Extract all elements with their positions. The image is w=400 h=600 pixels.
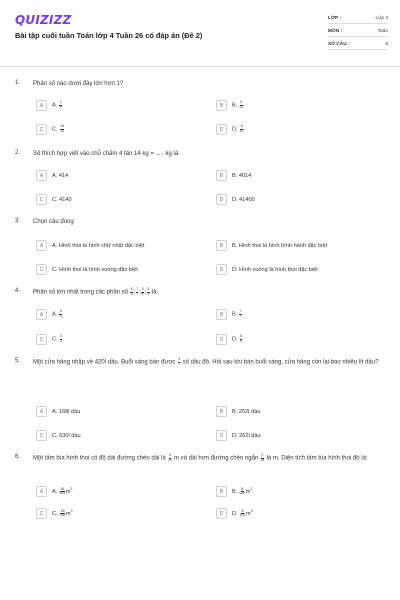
denominator: 200 — [59, 513, 66, 518]
fraction — [60, 510, 66, 518]
question-number: 4. — [15, 288, 21, 294]
option-text: B. 4014 — [232, 172, 252, 179]
option-prefix: D. — [232, 336, 240, 343]
fraction — [261, 454, 265, 462]
option-letter-box: C — [36, 264, 47, 275]
option-letter-box: D — [216, 334, 227, 345]
denominator: 2 — [60, 339, 63, 343]
answer-option-c[interactable] — [36, 334, 63, 345]
meta-row-subject — [328, 27, 388, 37]
denominator: 7 — [178, 361, 180, 366]
denominator: 25 — [260, 457, 265, 462]
question-text-part: Phân số lớn nhất trong các phân số — [33, 289, 130, 296]
option-text — [232, 125, 244, 133]
numerator: 5 — [141, 287, 144, 291]
question-text — [33, 358, 387, 368]
meta-value: Toán — [377, 29, 388, 34]
numerator: 5 — [130, 287, 133, 291]
separator: ; — [139, 289, 141, 296]
meta-key: SỐ CÂU : — [328, 42, 350, 47]
answer-option-a[interactable] — [36, 100, 63, 111]
question-number: 2. — [15, 150, 21, 156]
option-letter-box: D — [216, 508, 227, 519]
fraction — [59, 101, 62, 109]
denominator: 14 — [60, 129, 64, 133]
fraction — [59, 310, 62, 318]
answer-option-b[interactable] — [216, 100, 244, 111]
option-text — [232, 487, 252, 495]
denominator: 3 — [59, 314, 62, 318]
denominator: 19 — [239, 129, 244, 133]
option-letter-box: D — [216, 124, 227, 135]
numerator: 8 — [241, 486, 244, 491]
option-prefix: B. — [232, 102, 239, 109]
option-text: C. 630l dầu — [52, 432, 81, 439]
meta-panel — [328, 14, 388, 53]
option-letter-box: C — [36, 430, 47, 441]
numerator: 16 — [60, 486, 65, 491]
numerator: 8 — [240, 124, 243, 129]
option-letter-box: A — [36, 309, 47, 320]
option-unit-exponent: 2 — [70, 487, 73, 492]
answer-option-d[interactable] — [216, 194, 255, 205]
option-letter-box: C — [36, 124, 47, 135]
question-number: 3. — [15, 218, 21, 224]
option-text: B. 252l dầu — [232, 408, 261, 415]
answer-option-b[interactable] — [216, 240, 327, 251]
option-text: C. Hình thoi là hình vuông đặc biệt — [52, 266, 138, 273]
fraction — [60, 125, 65, 133]
option-letter-box: A — [36, 486, 47, 497]
question-text-part: là m. Diện tích tấm bìa hình thoi đó là: — [264, 455, 368, 462]
option-text: D. 262l dầu — [232, 432, 261, 439]
option-prefix: D. — [232, 511, 240, 518]
fraction — [239, 488, 245, 496]
numerator: 5 — [59, 309, 62, 314]
answer-option-a[interactable] — [36, 486, 72, 497]
fraction — [59, 488, 65, 496]
answer-option-d[interactable] — [216, 264, 318, 275]
option-text — [52, 487, 72, 495]
answer-option-d[interactable] — [216, 334, 243, 345]
numerator: 4 — [168, 453, 171, 457]
answer-option-d[interactable] — [216, 430, 261, 441]
option-letter-box: A — [36, 170, 47, 181]
option-text: A. Hình thoi là hình chữ nhật đặc biệt — [52, 242, 145, 249]
option-text — [52, 310, 63, 318]
option-unit-exponent: 2 — [70, 509, 73, 514]
option-prefix: C. — [52, 511, 60, 518]
answer-option-a[interactable] — [36, 406, 80, 417]
fraction — [60, 335, 63, 343]
option-unit: m — [246, 511, 251, 518]
option-unit: m — [65, 489, 71, 496]
denominator: 2 — [147, 291, 150, 296]
numerator: 2 — [261, 453, 264, 457]
option-text — [52, 101, 63, 109]
fraction — [141, 288, 144, 296]
option-letter-box: D — [216, 264, 227, 275]
meta-value: Lớp 4 — [375, 16, 388, 21]
answer-option-a[interactable] — [36, 309, 63, 320]
denominator: 625 — [239, 491, 246, 496]
answer-option-b[interactable] — [216, 309, 243, 320]
option-letter-box: C — [36, 194, 47, 205]
answer-option-c[interactable] — [36, 430, 81, 441]
denominator: 5 — [240, 339, 243, 343]
question-text-part: Một tấm bìa hình thoi có độ dài đường chéo dài là — [33, 455, 168, 462]
fraction — [240, 335, 243, 343]
answer-option-a[interactable] — [36, 170, 68, 181]
fraction — [239, 310, 242, 318]
question-text — [33, 288, 387, 298]
denominator: 5 — [141, 291, 144, 296]
option-letter-box: B — [216, 170, 227, 181]
option-text: B. Hình thoi là hình bình hành đặc biệt — [232, 242, 328, 249]
denominator: 7 — [136, 291, 139, 296]
numerator: 5 — [240, 100, 243, 105]
denominator: 625 — [59, 491, 66, 496]
option-unit-exponent: 2 — [250, 509, 253, 514]
option-unit: m — [245, 489, 251, 496]
option-letter-box: B — [216, 309, 227, 320]
numerator: 5 — [240, 334, 243, 339]
fraction — [178, 358, 181, 366]
answer-option-d[interactable] — [216, 124, 244, 135]
option-letter-box: D — [216, 194, 227, 205]
option-letter-box: A — [36, 240, 47, 251]
fraction — [130, 288, 133, 296]
option-text: A. 168l dầu — [52, 408, 81, 415]
numerator: 15 — [60, 124, 64, 129]
option-letter-box: B — [216, 406, 227, 417]
option-text — [232, 509, 253, 517]
numerator: 7 — [136, 287, 139, 291]
numerator: 1 — [59, 100, 62, 105]
option-unit: m — [66, 511, 71, 518]
option-prefix: B. — [232, 489, 239, 496]
question-text-part: là: — [150, 289, 159, 296]
denominator: 100 — [239, 513, 246, 518]
option-prefix: C. — [52, 126, 60, 133]
option-prefix: A. — [52, 311, 59, 318]
numerator: 16 — [60, 508, 65, 513]
numerator: 8 — [241, 508, 244, 513]
answer-option-c[interactable] — [36, 264, 138, 275]
option-prefix: D. — [232, 126, 240, 133]
numerator: 3 — [60, 334, 63, 339]
question-text — [33, 454, 387, 464]
question-number: 6. — [15, 454, 21, 460]
meta-key: MÔN : — [328, 29, 343, 34]
question-text-part: số dầu đó. Hỏi sau khi bán buổi sáng, cửa hàng còn lại bao nhiêu lít dầu? — [180, 359, 379, 366]
denominator: 25 — [167, 457, 172, 462]
fraction — [240, 125, 244, 133]
answer-option-c[interactable] — [36, 124, 65, 135]
option-letter-box: B — [216, 100, 227, 111]
option-text: C. 4140 — [52, 196, 72, 203]
answer-option-b[interactable] — [216, 170, 251, 181]
denominator: 5 — [59, 105, 62, 109]
question-number: 1. — [15, 80, 21, 86]
question-text-part: m và dài hơn đường chéo ngắn — [172, 455, 260, 462]
fraction — [240, 510, 246, 518]
option-letter-box: C — [36, 334, 47, 345]
option-prefix: C. — [52, 336, 60, 343]
separator: ; — [144, 289, 147, 296]
question-text: Số thích hợp viết vào chỗ chấm 4 tấn 14 kg = ..... kg là: — [33, 151, 180, 157]
option-text: D. Hình vuông là hình thoi đặc biệt — [232, 266, 318, 273]
separator: ; — [133, 289, 136, 296]
answer-option-a[interactable] — [36, 240, 144, 251]
page-title: Bài tập cuối tuần Toán lớp 4 Tuần 26 có đáp án (Đề 2) — [15, 31, 203, 40]
option-text — [232, 335, 243, 343]
question-text-part: Một cửa hàng nhập về 420l dầu. Buổi sáng bán được — [33, 359, 178, 366]
answer-option-c[interactable] — [36, 194, 72, 205]
question-number: 5. — [15, 358, 21, 364]
option-letter-box: C — [36, 508, 47, 519]
option-unit-exponent: 2 — [250, 487, 253, 492]
option-text: D. 41400 — [232, 196, 255, 203]
option-text — [52, 509, 73, 517]
denominator: 3 — [130, 291, 133, 296]
meta-row-count — [328, 40, 388, 50]
numerator: 3 — [147, 287, 150, 291]
question-text: Phân số nào dưới đây lớn hơn 1? — [33, 81, 124, 87]
option-letter-box: B — [216, 240, 227, 251]
numerator: 3 — [178, 357, 180, 361]
meta-row-class — [328, 14, 388, 24]
option-text: A. 414 — [52, 172, 69, 179]
option-letter-box: A — [36, 406, 47, 417]
question-text: Chọn câu đúng — [33, 219, 74, 225]
option-text — [232, 310, 243, 318]
quizizz-logo: QUIZIZZ — [15, 13, 72, 27]
fraction — [239, 101, 243, 109]
answer-option-b[interactable] — [216, 406, 260, 417]
denominator: 21 — [239, 105, 244, 109]
option-letter-box: A — [36, 100, 47, 111]
option-text — [52, 335, 63, 343]
option-prefix: A. — [52, 489, 59, 496]
answer-option-d[interactable] — [216, 508, 253, 519]
option-text — [52, 125, 65, 133]
answer-option-b[interactable] — [216, 486, 252, 497]
answer-option-c[interactable] — [36, 508, 73, 519]
numerator: 7 — [239, 309, 242, 314]
denominator: 7 — [239, 314, 242, 318]
option-prefix: A. — [52, 102, 59, 109]
header-divider — [0, 66, 400, 67]
option-text — [232, 101, 244, 109]
option-letter-box: B — [216, 486, 227, 497]
option-letter-box: D — [216, 430, 227, 441]
option-prefix: B. — [232, 311, 239, 318]
meta-key: LỚP : — [328, 16, 342, 21]
meta-value: 6 — [385, 42, 388, 47]
